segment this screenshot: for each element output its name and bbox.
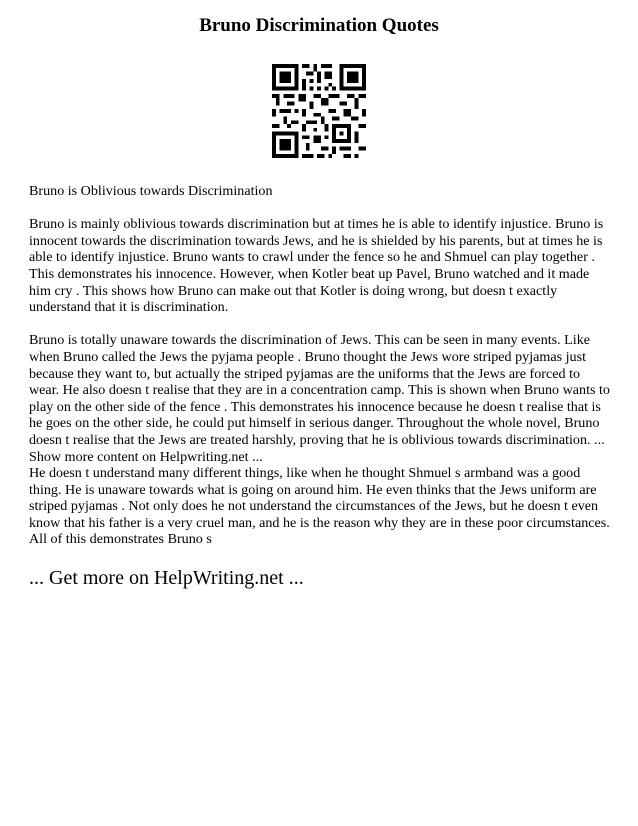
get-more-link[interactable]: ... Get more on HelpWriting.net ... <box>29 567 304 589</box>
page-title: Bruno Discrimination Quotes <box>199 15 439 36</box>
section-heading: Bruno is Oblivious towards Discrimination <box>29 183 273 199</box>
paragraph: Bruno is mainly oblivious towards discrimination but at times he is able to identify injustice. Bruno is innocent towards the discrimination towards Jews, and he is shielded by his parents, but at times he is able to identify injustice. Bruno wants to crawl under the fence so he and Shmuel can play together . This demonstrates his innocence. However, when Kotler beat up Pavel, Bruno watched and it made him cry . This shows how Bruno can make out that Kotler is doing wrong, but doesn t exactly understand that it is discrimination. <box>29 216 604 316</box>
qr-code-icon[interactable] <box>272 64 366 158</box>
document-body <box>29 183 611 565</box>
paragraph: Bruno is totally unaware towards the discrimination of Jews. This can be seen in many events. Like when Bruno called the Jews the pyjama people . Bruno thought the Jews wore striped pyjamas just because they want to, but actually the striped pyjamas are the uniforms that the Jews are forced to wear. He also doesn t realise that they are in a concentration camp. This is shown when Bruno wants to play on the other side of the fence . This demonstrates his innocence because he doesn t realise that is he goes on the other side, he could put himself in serious danger. Throughout the whole novel, Bruno doesn t realise that the Jews are treated harshly, proving that he is oblivious towards discrimination. ... Show more content on Helpwriting.net ... <box>29 332 610 465</box>
paragraph: He doesn t understand many different things, like when he thought Shmuel s armband was a good thing. He is unaware towards what is going on around him. He even thinks that the Jews uniform are striped pyjamas . Not only does he not understand the circumstances of the Jews, but he doesn t even know that his father is a very cruel man, and he is the reason why they are in these poor circumstances. All of this demonstrates Bruno s <box>29 465 610 548</box>
